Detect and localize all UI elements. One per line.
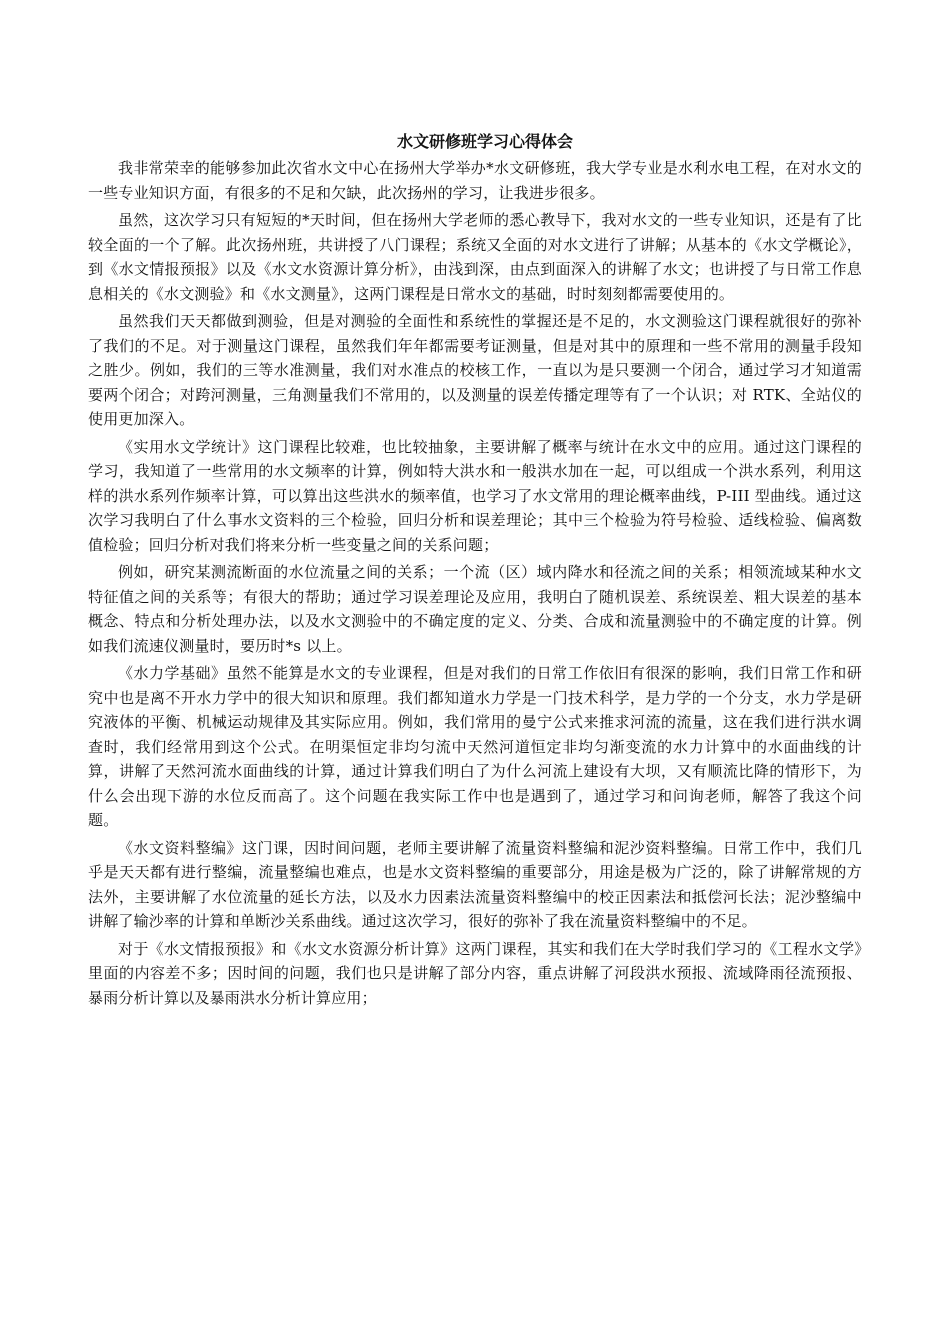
paragraph-data-compilation: 《水文资料整编》这门课，因时间问题，老师主要讲解了流量资料整编和泥沙资料整编。日常工作中，我们几乎是天天都有进行整编，流量整编也难点，也是水文资料整编的重要部分，用途是极为广泛的，除了讲解常规的方法外，主要讲解了水位流量的延长方法，以及水力因素法流量资料整编中的校正因素法和抵偿河长法；泥沙整编中讲解了输沙率的计算和单断沙关系曲线。通过这次学习，很好的弥补了我在流量资料整编中的不足。 — [88, 838, 862, 930]
paragraph-hydraulics: 《水力学基础》虽然不能算是水文的专业课程，但是对我们的日常工作依旧有很深的影响，我们日常工作和研究中也是离不开水力学中的很大知识和原理。我们都知道水力学是一门技术科学，是力学的一个分支，水力学是研究液体的平衡、机械运动规律及其实际应用。例如，我们常用的曼宁公式来推求河流的流量，这在我们进行洪水调查时，我们经常用到这个公式。在明渠恒定非均匀流中天然河道恒定非均匀渐变流的水力计算中的水面曲线的计算，讲解了天然河流水面曲线的计算，通过计算我们明白了为什么河流上建设有大坝，又有顺流比降的情形下，为什么会出现下游的水位反而高了。这个问题在我实际工作中也是遇到了，通过学习和问询老师，解答了我这个问题。 — [88, 664, 862, 829]
paragraph-statistics: 《实用水文学统计》这门课程比较难，也比较抽象，主要讲解了概率与统计在水文中的应用。通过这门课程的学习，我知道了一些常用的水文频率的计算，例如特大洪水和一般洪水加在一起，可以组成一个洪水系列，利用这样的洪水系列作频率计算，可以算出这些洪水的频率值，也学习了水文常用的理论概率曲线，P-III 型曲线。通过这次学习我明白了什么事水文资料的三个检验，回归分析和误差理论；其中三个检验为符号检验、适线检验、偏离数值检验；回归分析对我们将来分析一些变量之间的关系问题； — [88, 437, 862, 554]
paragraph-forecasting: 对于《水文情报预报》和《水文水资源分析计算》这两门课程，其实和我们在大学时我们学习的《工程水文学》里面的内容差不多；因时间的问题，我们也只是讲解了部分内容，重点讲解了河段洪水预报、流域降雨径流预报、暴雨分析计算以及暴雨洪水分析计算应用； — [88, 939, 862, 1007]
paragraph-intro: 我非常荣幸的能够参加此次省水文中心在扬州大学举办*水文研修班，我大学专业是水利水电工程，在对水文的一些专业知识方面，有很多的不足和欠缺，此次扬州的学习，让我进步很多。 — [88, 159, 862, 202]
paragraph-courses-overview: 虽然，这次学习只有短短的*天时间，但在扬州大学老师的悉心教导下，我对水文的一些专业知识，还是有了比较全面的一个了解。此次扬州班，共讲授了八门课程；系统又全面的对水文进行了讲解；从基本的《水文学概论》，到《水文情报预报》以及《水文水资源计算分析》，由浅到深，由点到面深入的讲解了水文；也讲授了与日常工作息息相关的《水文测验》和《水文测量》，这两门课程是日常水文的基础，时时刻刻都需要使用的。 — [88, 211, 862, 303]
document-title: 水文研修班学习心得体会 — [396, 132, 573, 151]
document-page — [88, 130, 862, 1013]
paragraph-measurement: 虽然我们天天都做到测验，但是对测验的全面性和系统性的掌握还是不足的，水文测验这门课程就很好的弥补了我们的不足。对于测量这门课程，虽然我们年年都需要考证测量，但是对其中的原理和一些不常用的测量手段知之胜少。例如，我们的三等水准测量，我们对水准点的校核工作，一直以为是只要测一个闭合，通过学习才知道需要两个闭合；对跨河测量，三角测量我们不常用的，以及测量的误差传播定理等有了一个认识；对 RTK、全站仪的使用更加深入。 — [88, 312, 862, 428]
paragraph-error-theory: 例如，研究某测流断面的水位流量之间的关系；一个流（区）域内降水和径流之间的关系；相领流域某种水文特征值之间的关系等；有很大的帮助；通过学习误差理论及应用，我明白了随机误差、系统误差、粗大误差的基本概念、特点和分析处理办法，以及水文测验中的不确定度的定义、分类、合成和流量测验中的不确定度的计算。例如我们流速仪测量时，要历时*s 以上。 — [88, 563, 862, 655]
